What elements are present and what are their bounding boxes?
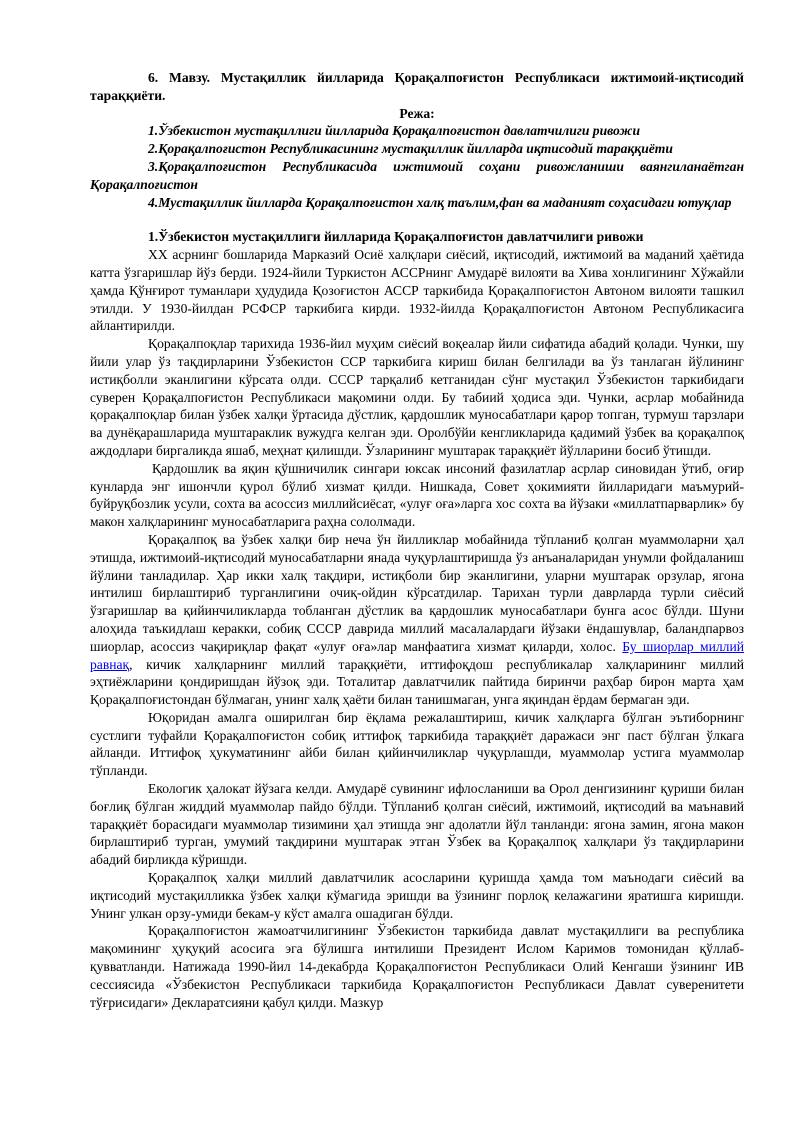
inline-hyperlink[interactable]: Бу шиорлар миллий равнақ bbox=[90, 638, 745, 672]
plan-heading: Режа: bbox=[399, 105, 435, 121]
paragraph-7: Қорақалпоқ халқи миллий давлатчилик асосларини қуришда ҳамда том маънодаги сиёсий ва иқтисодий мустақилликка ўзбек халқи кўмагида эришди ва ўзининг порлоқ келажагини яратишга киришди. Унинг улкан орзу-умиди бекам-у кўст амалга ошадиган бўлди. bbox=[90, 870, 744, 921]
paragraph-4 bbox=[90, 531, 744, 709]
paragraph-2: Қорақалпоқлар тарихида 1936-йил муҳим сиёсий воқеалар йили сифатида абадий қолади. Чунки, шу йили улар ўз тақдирларини Ўзбекистон ССР таркибига кириш билан белгилади ва ўз танлаган йўлининг истиқболли эканлигини кўрсата олди. СССР тарқалиб кетганидан сўнг мустақил Ўзбекистон таркибидаги суверен Қорақалпоғистон Республикаси мақомини олди. Бу табиий ҳодиса эди. Чунки, асрлар мобайнида қорақалпоқлар билан ўзбек халқи ўртасида дўстлик, қардошлик муносабатлари қарор топган, турмуш тарзлари ва дунёқарашларида муштараклик вужудга келган эди. Оролбўйи кенгликларида қадимий ўзбек ва қорақалпоқ аждодлари биргаликда яшаб, меҳнат қилишди. Ўзларининг муштарак тараққиёт йўлларини босиб ўтишди. bbox=[90, 336, 744, 458]
section-heading: 1.Ўзбекистон мустақиллиги йилларида Қорақалпоғистон давлатчилиги ривожи bbox=[148, 229, 644, 245]
paragraph-8: Қорақалпоғистон жамоатчилигининг Ўзбекистон таркибида давлат мустақиллиги ва республика мақомининг ҳуқуқий асосига эга бўлишга интилиши Президент Ислом Каримов томонидан қўллаб-қувватланди. Натижада 1990-йил 14-декабрда Қорақалпоғистон Республикаси Олий Кенгаши ўзининг ИВ сессиясида «Ўзбекистон Республикаси таркибида Қорақалпоғистон Республикаси Давлат суверенитети тўғрисидаги» Декларатсияни қабул қилди. Мазкур bbox=[90, 923, 744, 1010]
plan-item-1: 1.Ўзбекистон мустақиллиги йилларида Қорақалпоғистон давлатчилиги ривожи bbox=[148, 123, 641, 139]
plan-item-2: 2.Қорақалпоғистон Республикасининг мустақиллик йилларда иқтисодий тараққиёти bbox=[148, 141, 673, 157]
plan-item-4: 4.Мустақиллик йилларда Қорақалпоғистон халқ таълим,фан ва маданият соҳасидаги ютуқлар bbox=[148, 194, 732, 210]
spacer bbox=[90, 211, 744, 228]
paragraph-5: Юқоридан амалга оширилган бир ёқлама режалаштириш, кичик халқларга бўлган эътиборнинг сустлиги туфайли Қорақалпоғистон собиқ иттифоқ таркибида тараққиёт даражаси энг паст бўлган ўлкага айланди. Иттифоқ ҳукуматининг айби билан қийинчиликлар чуқурлашди, муаммолар устига муаммолар тўпланди. bbox=[90, 709, 744, 779]
paragraph-6: Екологик ҳалокат йўзага келди. Амударё сувининг ифлосланиши ва Орол денгизининг қуриши билан боғлиқ бўлган жиддий муаммолар пайдо бўлди. Тўпланиб қолган сиёсий, ижтимоий, иқтисодий ва маънавий тараққиёт борасидаги муаммолар тизимини ҳал этишда энг адолатли йўл танланди: ягона замин, ягона макон бирлаштириб турган, умумий тақдирини муштарак этган Ўзбек ва Қорақалпоқ халқлари ўз тақдирларини абадий бирликда кўришди. bbox=[90, 781, 744, 868]
paragraph-3: Қардошлик ва яқин қўшничилик сингари юксак инсоний фазилатлар асрлар синовидан ўтиб, оғир кунларда энг ишончли қурол бўлиб хизмат қилди. Нишкада, Совет ҳокимияти йилларидаги маъмурий-буйруқбозлик усули, сохта ва асоссиз миллийсиёсат, «улуғ оға»ларга хос сохта ва йўзаки «миллатпарварлик» бу макон халқларининг муносабатларига раҳна сололмади. bbox=[90, 460, 744, 530]
page-title: 6. Мавзу. Мустақиллик йилларида Қорақалпоғистон Республикаси ижтимоий-иқтисодий тараққиёти. bbox=[90, 70, 744, 103]
paragraph-4-text-b: , кичик халқларнинг миллий тараққиёти, иттифоқдош республикалар халқларининг миллий эҳтиёжларини қондиришдан йўзоқ эди. Тоталитар давлатчилик пайтида биринчи раҳбар бирон марта ҳам Қорақалпоғистондан бўлмаган, унинг халқ ҳаёти билан танишмаган, унга яқиндан ёрдам бермаган эди. bbox=[90, 656, 744, 708]
paragraph-4-text-a: Қорақалпоқ ва ўзбек халқи бир неча ўн йилликлар мобайнида тўпланиб қолган муаммоларни ҳал этишда, ижтимоий-иқтисодий муносабатларни янада чуқурлаштиришда ўз анъаналаридан унумли фойдаланиш йўлини танладилар. Ҳар икки халқ тақдири, истиқболи бир эканлигини, уларни муштарак орзулар, ягона интилиш бирлаштириб турганлигини очиқ-ойдин кўрсатдилар. Тарихан турли даврларда турли сиёсий ўзгаришлар ва қийинчиликларда тобланган дўстлик ва қардошлик муносабатлари бунга асос бўлди. Шуни алоҳида таъкидлаш керакки, собиқ СССР даврида миллий масалалардаги йўзаки ёндашувлар, баландпарвоз шиорлар, асоссиз чақириқлар фақат «улуғ оға»лар манфаатига хизмат қиларди, холос. bbox=[90, 531, 744, 654]
paragraph-1: XX асрнинг бошларида Марказий Осиё халқлари сиёсий, иқтисодий, ижтимоий ва маданий ҳаётида катта ўзгаришлар йўз берди. 1924-йили Туркистон АССРнинг Амударё вилояти ва Хива хонлигининг Хўжайли ҳамда Қўнғирот туманлари ҳудудида Қозоғистон АССР таркибида Қорақалпоғистон Автоном вилояти ташкил этилди. У 1930-йилдан РСФСР таркибига кирди. 1932-йилда Қорақалпоғистон Автоном Республикасига айлантирилди. bbox=[90, 247, 744, 334]
plan-item-3: 3.Қорақалпоғистон Республикасида ижтимоий соҳани ривожланиши ваянгиланаётган Қорақалпоғистон bbox=[90, 158, 744, 192]
